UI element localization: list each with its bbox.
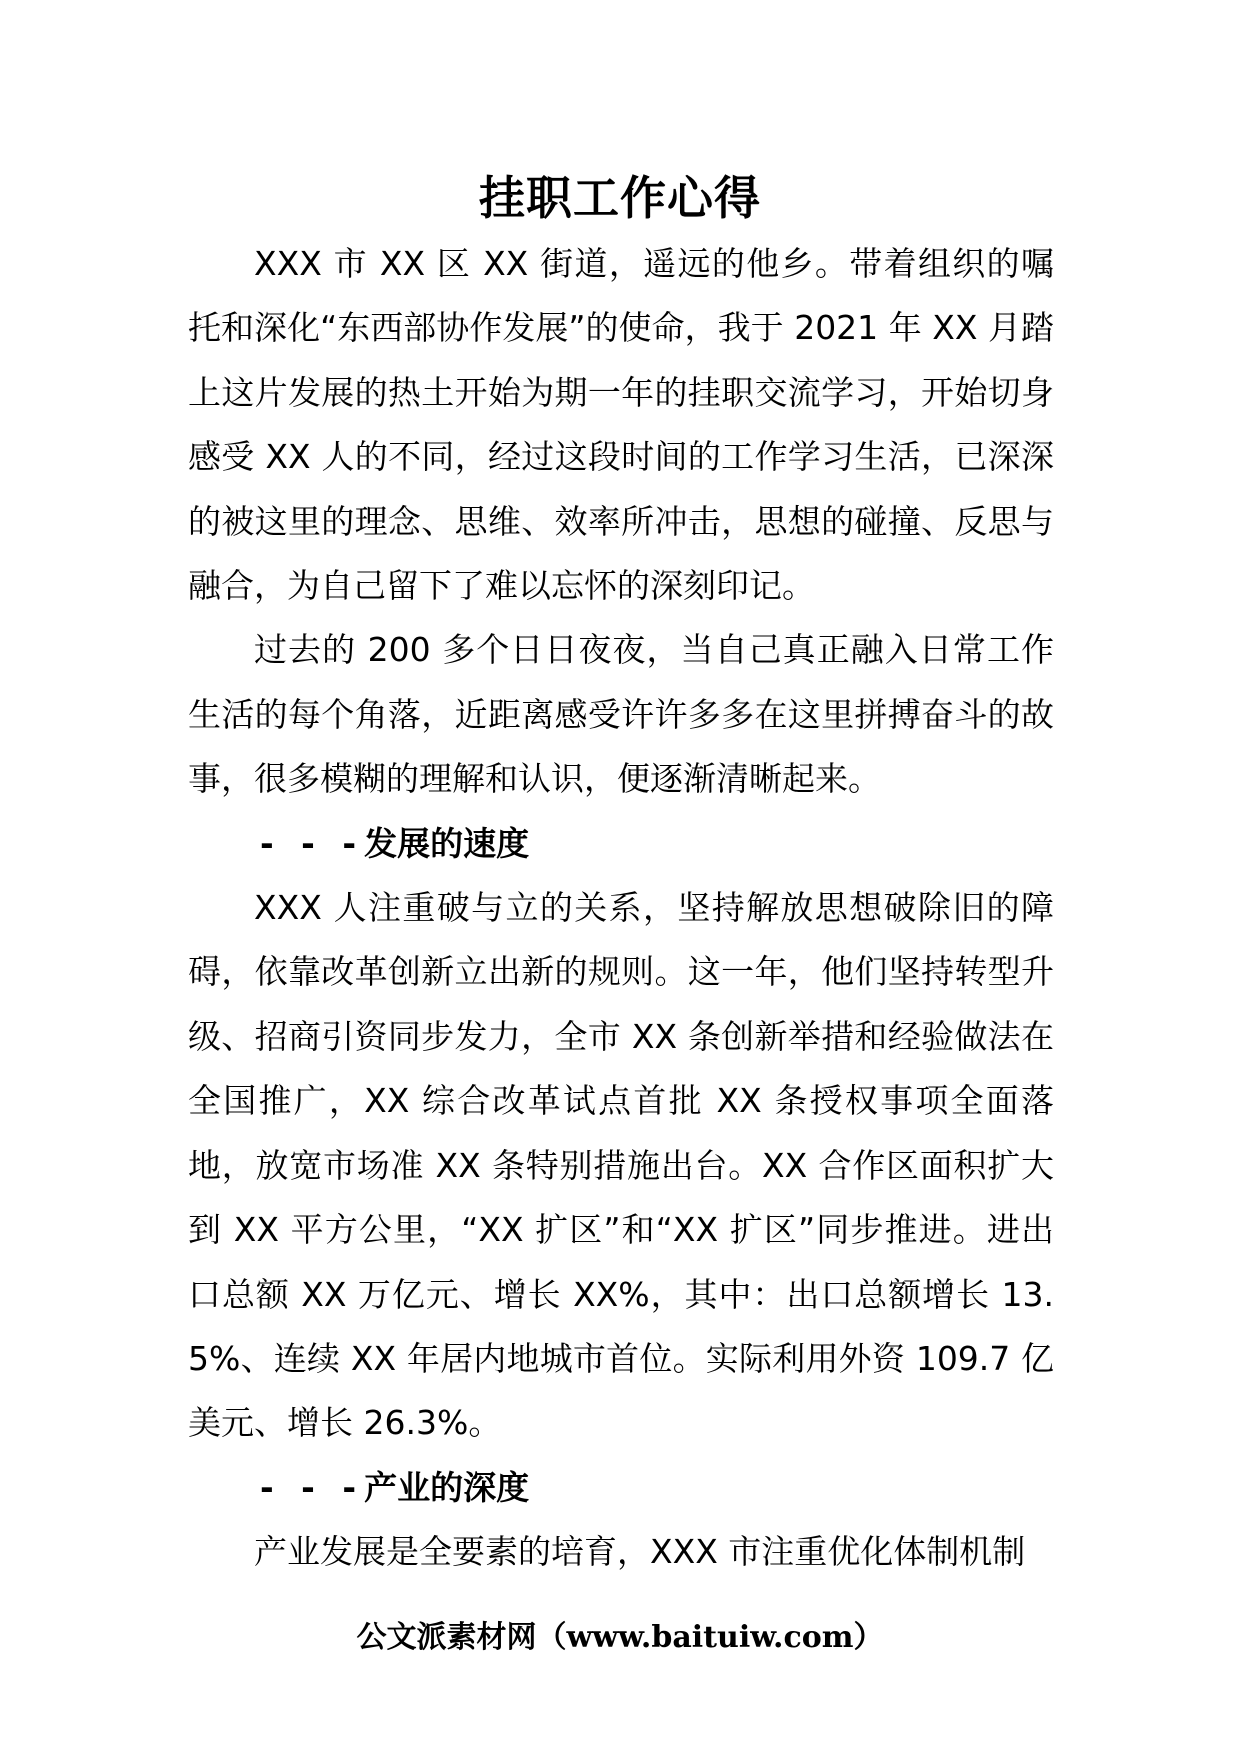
footer-watermark: 公文派素材网（www.baituiw.com） (356, 1620, 884, 1655)
paragraph-industry: 产业发展是全要素的培育，XXX 市注重优化体制机制 (254, 1532, 1026, 1572)
section-heading-text: 发展的速度 (364, 823, 530, 863)
section-dashes: - - - (260, 1467, 365, 1507)
document-body (188, 232, 1054, 1585)
paragraph-days: 过去的 200 多个日日夜夜，当自己真正融入日常工作生活的每个角落，近距离感受许许多多在这里拼搏奋斗的故事，很多模糊的理解和认识，便逐渐清晰起来。 (188, 630, 1054, 799)
section-heading-text: 产业的深度 (364, 1467, 530, 1507)
paragraph-intro: XXX 市 XX 区 XX 街道，遥远的他乡。带着组织的嘱托和深化“东西部协作发展”的使命，我于 2021 年 XX 月踏上这片发展的热土开始为期一年的挂职交流学习，开始切身感受 XX 人的不同，经过这段时间的工作学习生活，已深深的被这里的理念、思维、效率所冲击，思想的碰撞、反思与融合，为自己留下了难以忘怀的深刻印记。 (188, 244, 1054, 606)
section-dashes: - - - (260, 823, 365, 863)
paragraph-reform: XXX 人注重破与立的关系，坚持解放思想破除旧的障碍，依靠改革创新立出新的规则。这一年，他们坚持转型升级、招商引资同步发力，全市 XX 条创新举措和经验做法在全国推广，XX 综合改革试点首批 XX 条授权事项全面落地，放宽市场准 XX 条特别措施出台。XX 合作区面积扩大到 XX 平方公里，“XX 扩区”和“XX 扩区”同步推进。进出口总额 XX 万亿元、增长 XX%，其中：出口总额增长 13.5%、连续 XX 年居内地城市首位。实际利用外资 109.7 亿美元、增长 26.3%。 (188, 888, 1054, 1443)
document-title: 挂职工作心得 (479, 171, 761, 225)
section-heading-speed (188, 812, 1054, 876)
section-heading-depth (188, 1456, 1054, 1520)
